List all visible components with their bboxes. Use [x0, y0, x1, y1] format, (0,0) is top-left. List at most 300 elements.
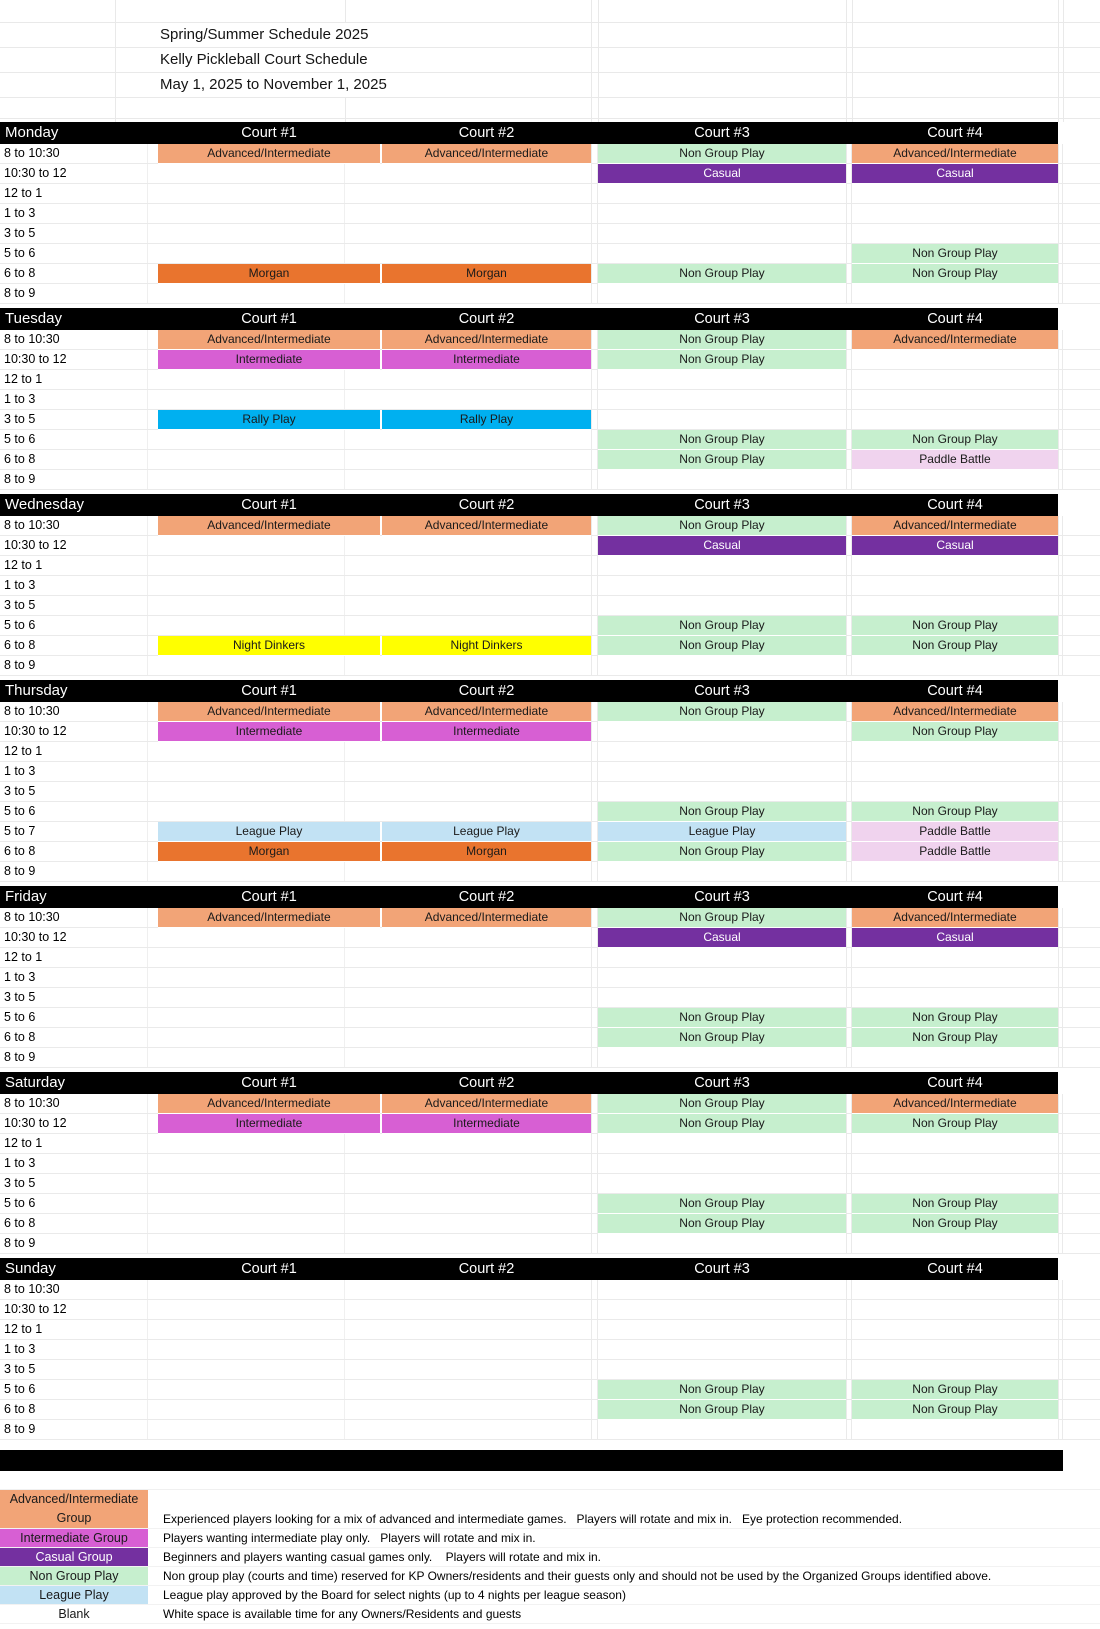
- cell-night: Night Dinkers: [158, 636, 380, 655]
- legend-swatch-league: League Play: [0, 1586, 148, 1604]
- cell-empty: [852, 1340, 1058, 1359]
- gap: [1058, 822, 1063, 841]
- separator-bar: [0, 1450, 1063, 1471]
- cell-empty: [598, 656, 846, 675]
- schedule-title: Spring/Summer Schedule 2025: [160, 23, 378, 47]
- cell-empty: [598, 204, 846, 223]
- gap: [1058, 886, 1063, 908]
- time-label: 6 to 8: [0, 842, 148, 861]
- time-label: 5 to 6: [0, 1194, 148, 1213]
- time-label: 3 to 5: [0, 224, 148, 243]
- court-header: Court #1: [241, 125, 297, 141]
- cell-empty: [158, 370, 380, 389]
- gap: [148, 430, 158, 449]
- cell-empty: [158, 862, 380, 881]
- gap: [591, 330, 598, 349]
- schedule-row: [0, 1214, 1100, 1234]
- schedule-row: [0, 616, 1100, 636]
- gap: [148, 948, 158, 967]
- cell-empty: [382, 1154, 591, 1173]
- gap: [148, 330, 158, 349]
- cell-intermediate: Intermediate: [158, 1114, 380, 1133]
- gap: [1058, 862, 1063, 881]
- cell-empty: [158, 536, 380, 555]
- legend-desc: League play approved by the Board for select nights (up to 4 nights per league season): [163, 1588, 626, 1602]
- schedule-row: [0, 1194, 1100, 1214]
- time-label: 6 to 8: [0, 450, 148, 469]
- cell-empty: [382, 1280, 591, 1299]
- cell-empty: [852, 1134, 1058, 1153]
- time-label: 1 to 3: [0, 1340, 148, 1359]
- schedule-row: [0, 1420, 1100, 1440]
- cell-advint: Advanced/Intermediate: [852, 516, 1058, 535]
- cell-empty: [158, 1320, 380, 1339]
- gap: [148, 284, 158, 303]
- gap: [591, 1008, 598, 1027]
- cell-empty: [852, 576, 1058, 595]
- gap: [148, 556, 158, 575]
- cell-nongroup: Non Group Play: [598, 330, 846, 349]
- cell-empty: [158, 1420, 380, 1439]
- court-header: Court #1: [241, 889, 297, 905]
- day-header: [0, 1072, 1100, 1094]
- schedule-row: [0, 1028, 1100, 1048]
- gap: [1058, 1280, 1063, 1299]
- cell-empty: [382, 1300, 591, 1319]
- gap: [148, 1214, 158, 1233]
- gap: [591, 742, 598, 761]
- time-label: 8 to 9: [0, 1048, 148, 1067]
- gap: [148, 1114, 158, 1133]
- gap: [148, 536, 158, 555]
- court-header: Court #4: [927, 683, 983, 699]
- gap: [591, 1360, 598, 1379]
- cell-empty: [852, 1300, 1058, 1319]
- schedule-row: [0, 988, 1100, 1008]
- gridline: [598, 0, 599, 122]
- cell-empty: [158, 164, 380, 183]
- schedule-row: [0, 1048, 1100, 1068]
- gap: [1058, 390, 1063, 409]
- gap: [1058, 1028, 1063, 1047]
- cell-empty: [382, 948, 591, 967]
- day-sunday: [0, 1258, 1100, 1440]
- time-label: 8 to 10:30: [0, 1094, 148, 1113]
- cell-empty: [852, 742, 1058, 761]
- court-header: Court #3: [694, 889, 750, 905]
- time-label: 12 to 1: [0, 1134, 148, 1153]
- schedule-row: [0, 596, 1100, 616]
- court-header: Court #2: [458, 683, 515, 699]
- cell-empty: [598, 184, 846, 203]
- cell-night: Night Dinkers: [382, 636, 591, 655]
- gap: [1058, 1214, 1063, 1233]
- gridline: [846, 0, 847, 122]
- cell-empty: [382, 616, 591, 635]
- cell-empty: [382, 782, 591, 801]
- time-label: 10:30 to 12: [0, 1300, 148, 1319]
- cell-empty: [598, 1134, 846, 1153]
- cell-advint: Advanced/Intermediate: [382, 330, 591, 349]
- cell-empty: [852, 470, 1058, 489]
- cell-empty: [852, 350, 1058, 369]
- time-label: 8 to 9: [0, 284, 148, 303]
- cell-advint: Advanced/Intermediate: [852, 144, 1058, 163]
- schedule-row: [0, 370, 1100, 390]
- gap: [1058, 1340, 1063, 1359]
- cell-empty: [382, 1028, 591, 1047]
- legend-desc: Non group play (courts and time) reserved for KP Owners/residents and their guests only and should not be used by the Organized Groups identified above.: [163, 1569, 992, 1583]
- court-header: Court #2: [458, 311, 515, 327]
- schedule-row: [0, 948, 1100, 968]
- cell-empty: [158, 390, 380, 409]
- cell-empty: [382, 164, 591, 183]
- cell-league: League Play: [598, 822, 846, 841]
- time-label: 3 to 5: [0, 1360, 148, 1379]
- cell-nongroup: Non Group Play: [598, 264, 846, 283]
- gap: [1058, 350, 1063, 369]
- gap: [1058, 616, 1063, 635]
- cell-nongroup: Non Group Play: [598, 616, 846, 635]
- cell-advint: Advanced/Intermediate: [382, 702, 591, 721]
- gap: [591, 1320, 598, 1339]
- gap: [591, 350, 598, 369]
- cell-casual: Casual: [598, 164, 846, 183]
- gap: [1058, 722, 1063, 741]
- gap: [1058, 430, 1063, 449]
- cell-empty: [598, 862, 846, 881]
- gap: [1058, 908, 1063, 927]
- cell-empty: [382, 1008, 591, 1027]
- schedule-row: [0, 1114, 1100, 1134]
- time-label: 8 to 10:30: [0, 702, 148, 721]
- time-label: 1 to 3: [0, 576, 148, 595]
- cell-rally: Rally Play: [158, 410, 380, 429]
- court-header: Court #3: [694, 311, 750, 327]
- gap: [1058, 576, 1063, 595]
- gap: [1058, 968, 1063, 987]
- cell-empty: [158, 556, 380, 575]
- cell-empty: [852, 1174, 1058, 1193]
- cell-advint: Advanced/Intermediate: [852, 330, 1058, 349]
- cell-empty: [158, 1234, 380, 1253]
- legend-row: [0, 1529, 1100, 1548]
- day-header: [0, 680, 1100, 702]
- gap: [591, 1094, 598, 1113]
- court-header: Court #2: [458, 1261, 515, 1277]
- gap: [591, 284, 598, 303]
- gap: [591, 1340, 598, 1359]
- time-label: 8 to 9: [0, 862, 148, 881]
- gap: [148, 968, 158, 987]
- cell-empty: [598, 1048, 846, 1067]
- cell-empty: [382, 470, 591, 489]
- gridline: [0, 97, 1100, 98]
- schedule-row: [0, 450, 1100, 470]
- gap: [591, 1194, 598, 1213]
- legend-swatch-advint: Advanced/Intermediate Group: [0, 1490, 148, 1528]
- cell-nongroup: Non Group Play: [598, 1028, 846, 1047]
- gap: [1058, 1072, 1063, 1094]
- schedule-row: [0, 390, 1100, 410]
- time-label: 1 to 3: [0, 968, 148, 987]
- court-header: Court #4: [927, 497, 983, 513]
- cell-empty: [598, 1280, 846, 1299]
- cell-empty: [382, 1174, 591, 1193]
- cell-empty: [158, 1280, 380, 1299]
- cell-nongroup: Non Group Play: [598, 1380, 846, 1399]
- schedule-row: [0, 1134, 1100, 1154]
- cell-nongroup: Non Group Play: [598, 1008, 846, 1027]
- gridline: [0, 118, 1100, 119]
- day-name: Friday: [5, 888, 47, 905]
- gap: [591, 1134, 598, 1153]
- gap: [148, 1048, 158, 1067]
- court-header: Court #1: [241, 683, 297, 699]
- time-label: 12 to 1: [0, 556, 148, 575]
- gap: [148, 1072, 158, 1094]
- day-friday: [0, 886, 1100, 1068]
- gap: [591, 144, 598, 163]
- cell-empty: [598, 244, 846, 263]
- cell-nongroup: Non Group Play: [852, 264, 1058, 283]
- cell-empty: [382, 556, 591, 575]
- legend-row: [0, 1548, 1100, 1567]
- cell-empty: [852, 782, 1058, 801]
- gap: [1058, 450, 1063, 469]
- gap: [1058, 742, 1063, 761]
- cell-nongroup: Non Group Play: [598, 516, 846, 535]
- gap: [1058, 1380, 1063, 1399]
- time-label: 5 to 6: [0, 1008, 148, 1027]
- gap: [1058, 680, 1063, 702]
- gap: [148, 886, 158, 908]
- time-label: 8 to 10:30: [0, 516, 148, 535]
- gap: [591, 1300, 598, 1319]
- cell-empty: [158, 1400, 380, 1419]
- gap: [1058, 370, 1063, 389]
- gap: [148, 516, 158, 535]
- cell-empty: [158, 1008, 380, 1027]
- gap: [1058, 1114, 1063, 1133]
- day-name: Monday: [5, 124, 59, 141]
- schedule-row: [0, 536, 1100, 556]
- cell-morgan: Morgan: [158, 842, 380, 861]
- cell-paddle: Paddle Battle: [852, 842, 1058, 861]
- gap: [148, 1094, 158, 1113]
- cell-empty: [382, 1048, 591, 1067]
- schedule-row: [0, 330, 1100, 350]
- gap: [1058, 948, 1063, 967]
- gap: [1058, 1174, 1063, 1193]
- schedule-row: [0, 1380, 1100, 1400]
- gap: [591, 1214, 598, 1233]
- schedule-row: [0, 144, 1100, 164]
- cell-empty: [852, 370, 1058, 389]
- gap: [1058, 1134, 1063, 1153]
- gap: [148, 264, 158, 283]
- gap: [591, 164, 598, 183]
- gap: [1058, 244, 1063, 263]
- cell-empty: [158, 1194, 380, 1213]
- schedule-row: [0, 842, 1100, 862]
- gap: [591, 680, 598, 702]
- cell-empty: [158, 450, 380, 469]
- time-label: 10:30 to 12: [0, 928, 148, 947]
- cell-morgan: Morgan: [382, 842, 591, 861]
- cell-advint: Advanced/Intermediate: [158, 330, 380, 349]
- time-label: 1 to 3: [0, 204, 148, 223]
- cell-empty: [382, 224, 591, 243]
- cell-empty: [158, 284, 380, 303]
- gap: [1058, 1234, 1063, 1253]
- time-label: 8 to 9: [0, 1420, 148, 1439]
- cell-empty: [598, 968, 846, 987]
- time-label: 8 to 9: [0, 1234, 148, 1253]
- time-label: 6 to 8: [0, 1028, 148, 1047]
- cell-empty: [852, 1154, 1058, 1173]
- cell-advint: Advanced/Intermediate: [158, 144, 380, 163]
- cell-league: League Play: [158, 822, 380, 841]
- gap: [148, 144, 158, 163]
- gap: [1058, 516, 1063, 535]
- legend-desc: Experienced players looking for a mix of advanced and intermediate games. Players will rotate and mix in. Eye protection recommended.: [163, 1512, 903, 1526]
- gap: [148, 184, 158, 203]
- gap: [1058, 1194, 1063, 1213]
- time-label: 6 to 8: [0, 636, 148, 655]
- gap: [1058, 802, 1063, 821]
- gap: [148, 862, 158, 881]
- schedule-row: [0, 822, 1100, 842]
- gap: [1058, 224, 1063, 243]
- cell-intermediate: Intermediate: [382, 722, 591, 741]
- cell-empty: [158, 742, 380, 761]
- cell-empty: [382, 988, 591, 1007]
- cell-empty: [158, 1134, 380, 1153]
- gap: [148, 802, 158, 821]
- gap: [591, 1154, 598, 1173]
- gap: [1058, 1420, 1063, 1439]
- gridline: [115, 0, 116, 122]
- gap: [1058, 1400, 1063, 1419]
- gap: [148, 1154, 158, 1173]
- gap: [1058, 1320, 1063, 1339]
- cell-empty: [382, 390, 591, 409]
- gap: [591, 702, 598, 721]
- cell-empty: [852, 390, 1058, 409]
- time-label: 3 to 5: [0, 782, 148, 801]
- gap: [591, 842, 598, 861]
- cell-empty: [598, 470, 846, 489]
- cell-empty: [598, 224, 846, 243]
- cell-empty: [158, 968, 380, 987]
- gap: [148, 1420, 158, 1439]
- cell-casual: Casual: [852, 164, 1058, 183]
- schedule-row: [0, 164, 1100, 184]
- cell-empty: [158, 1380, 380, 1399]
- schedule-row: [0, 430, 1100, 450]
- gap: [148, 1340, 158, 1359]
- gap: [1058, 656, 1063, 675]
- cell-empty: [382, 1360, 591, 1379]
- cell-empty: [382, 1214, 591, 1233]
- gap: [1058, 782, 1063, 801]
- gap: [1058, 928, 1063, 947]
- cell-empty: [382, 576, 591, 595]
- schedule-date-range: May 1, 2025 to November 1, 2025: [160, 73, 397, 97]
- time-label: 5 to 6: [0, 1380, 148, 1399]
- cell-casual: Casual: [852, 928, 1058, 947]
- gap: [148, 702, 158, 721]
- schedule-days: [0, 122, 1100, 1440]
- gap: [1058, 636, 1063, 655]
- cell-nongroup: Non Group Play: [852, 430, 1058, 449]
- cell-empty: [158, 782, 380, 801]
- cell-empty: [382, 802, 591, 821]
- gap: [591, 370, 598, 389]
- cell-advint: Advanced/Intermediate: [852, 702, 1058, 721]
- court-header: Court #1: [241, 311, 297, 327]
- cell-empty: [158, 224, 380, 243]
- cell-advint: Advanced/Intermediate: [382, 908, 591, 927]
- cell-empty: [382, 1400, 591, 1419]
- gap: [591, 1234, 598, 1253]
- cell-empty: [382, 1234, 591, 1253]
- schedule-row: [0, 782, 1100, 802]
- gap: [148, 470, 158, 489]
- cell-empty: [382, 928, 591, 947]
- cell-empty: [158, 470, 380, 489]
- gap: [148, 636, 158, 655]
- gap: [148, 244, 158, 263]
- court-header: Court #2: [458, 889, 515, 905]
- gap: [148, 224, 158, 243]
- gap: [1058, 1258, 1063, 1280]
- gap: [1058, 204, 1063, 223]
- schedule-row: [0, 742, 1100, 762]
- gap: [1058, 596, 1063, 615]
- day-header: [0, 494, 1100, 516]
- gap: [591, 636, 598, 655]
- court-header: Court #4: [927, 889, 983, 905]
- gap: [148, 494, 158, 516]
- legend-row: [0, 1586, 1100, 1605]
- court-header: Court #4: [927, 1075, 983, 1091]
- cell-empty: [598, 576, 846, 595]
- cell-empty: [158, 1048, 380, 1067]
- time-label: 12 to 1: [0, 742, 148, 761]
- gap: [148, 722, 158, 741]
- cell-empty: [158, 244, 380, 263]
- day-tuesday: [0, 308, 1100, 490]
- gap: [148, 308, 158, 330]
- cell-nongroup: Non Group Play: [598, 702, 846, 721]
- cell-advint: Advanced/Intermediate: [158, 1094, 380, 1113]
- court-header: Court #4: [927, 125, 983, 141]
- cell-empty: [852, 410, 1058, 429]
- court-header: Court #3: [694, 497, 750, 513]
- cell-morgan: Morgan: [382, 264, 591, 283]
- gap: [148, 1134, 158, 1153]
- day-monday: [0, 122, 1100, 304]
- schedule-row: [0, 556, 1100, 576]
- time-label: 1 to 3: [0, 1154, 148, 1173]
- cell-empty: [598, 1320, 846, 1339]
- cell-empty: [158, 928, 380, 947]
- cell-empty: [852, 762, 1058, 781]
- cell-empty: [598, 782, 846, 801]
- gap: [148, 1300, 158, 1319]
